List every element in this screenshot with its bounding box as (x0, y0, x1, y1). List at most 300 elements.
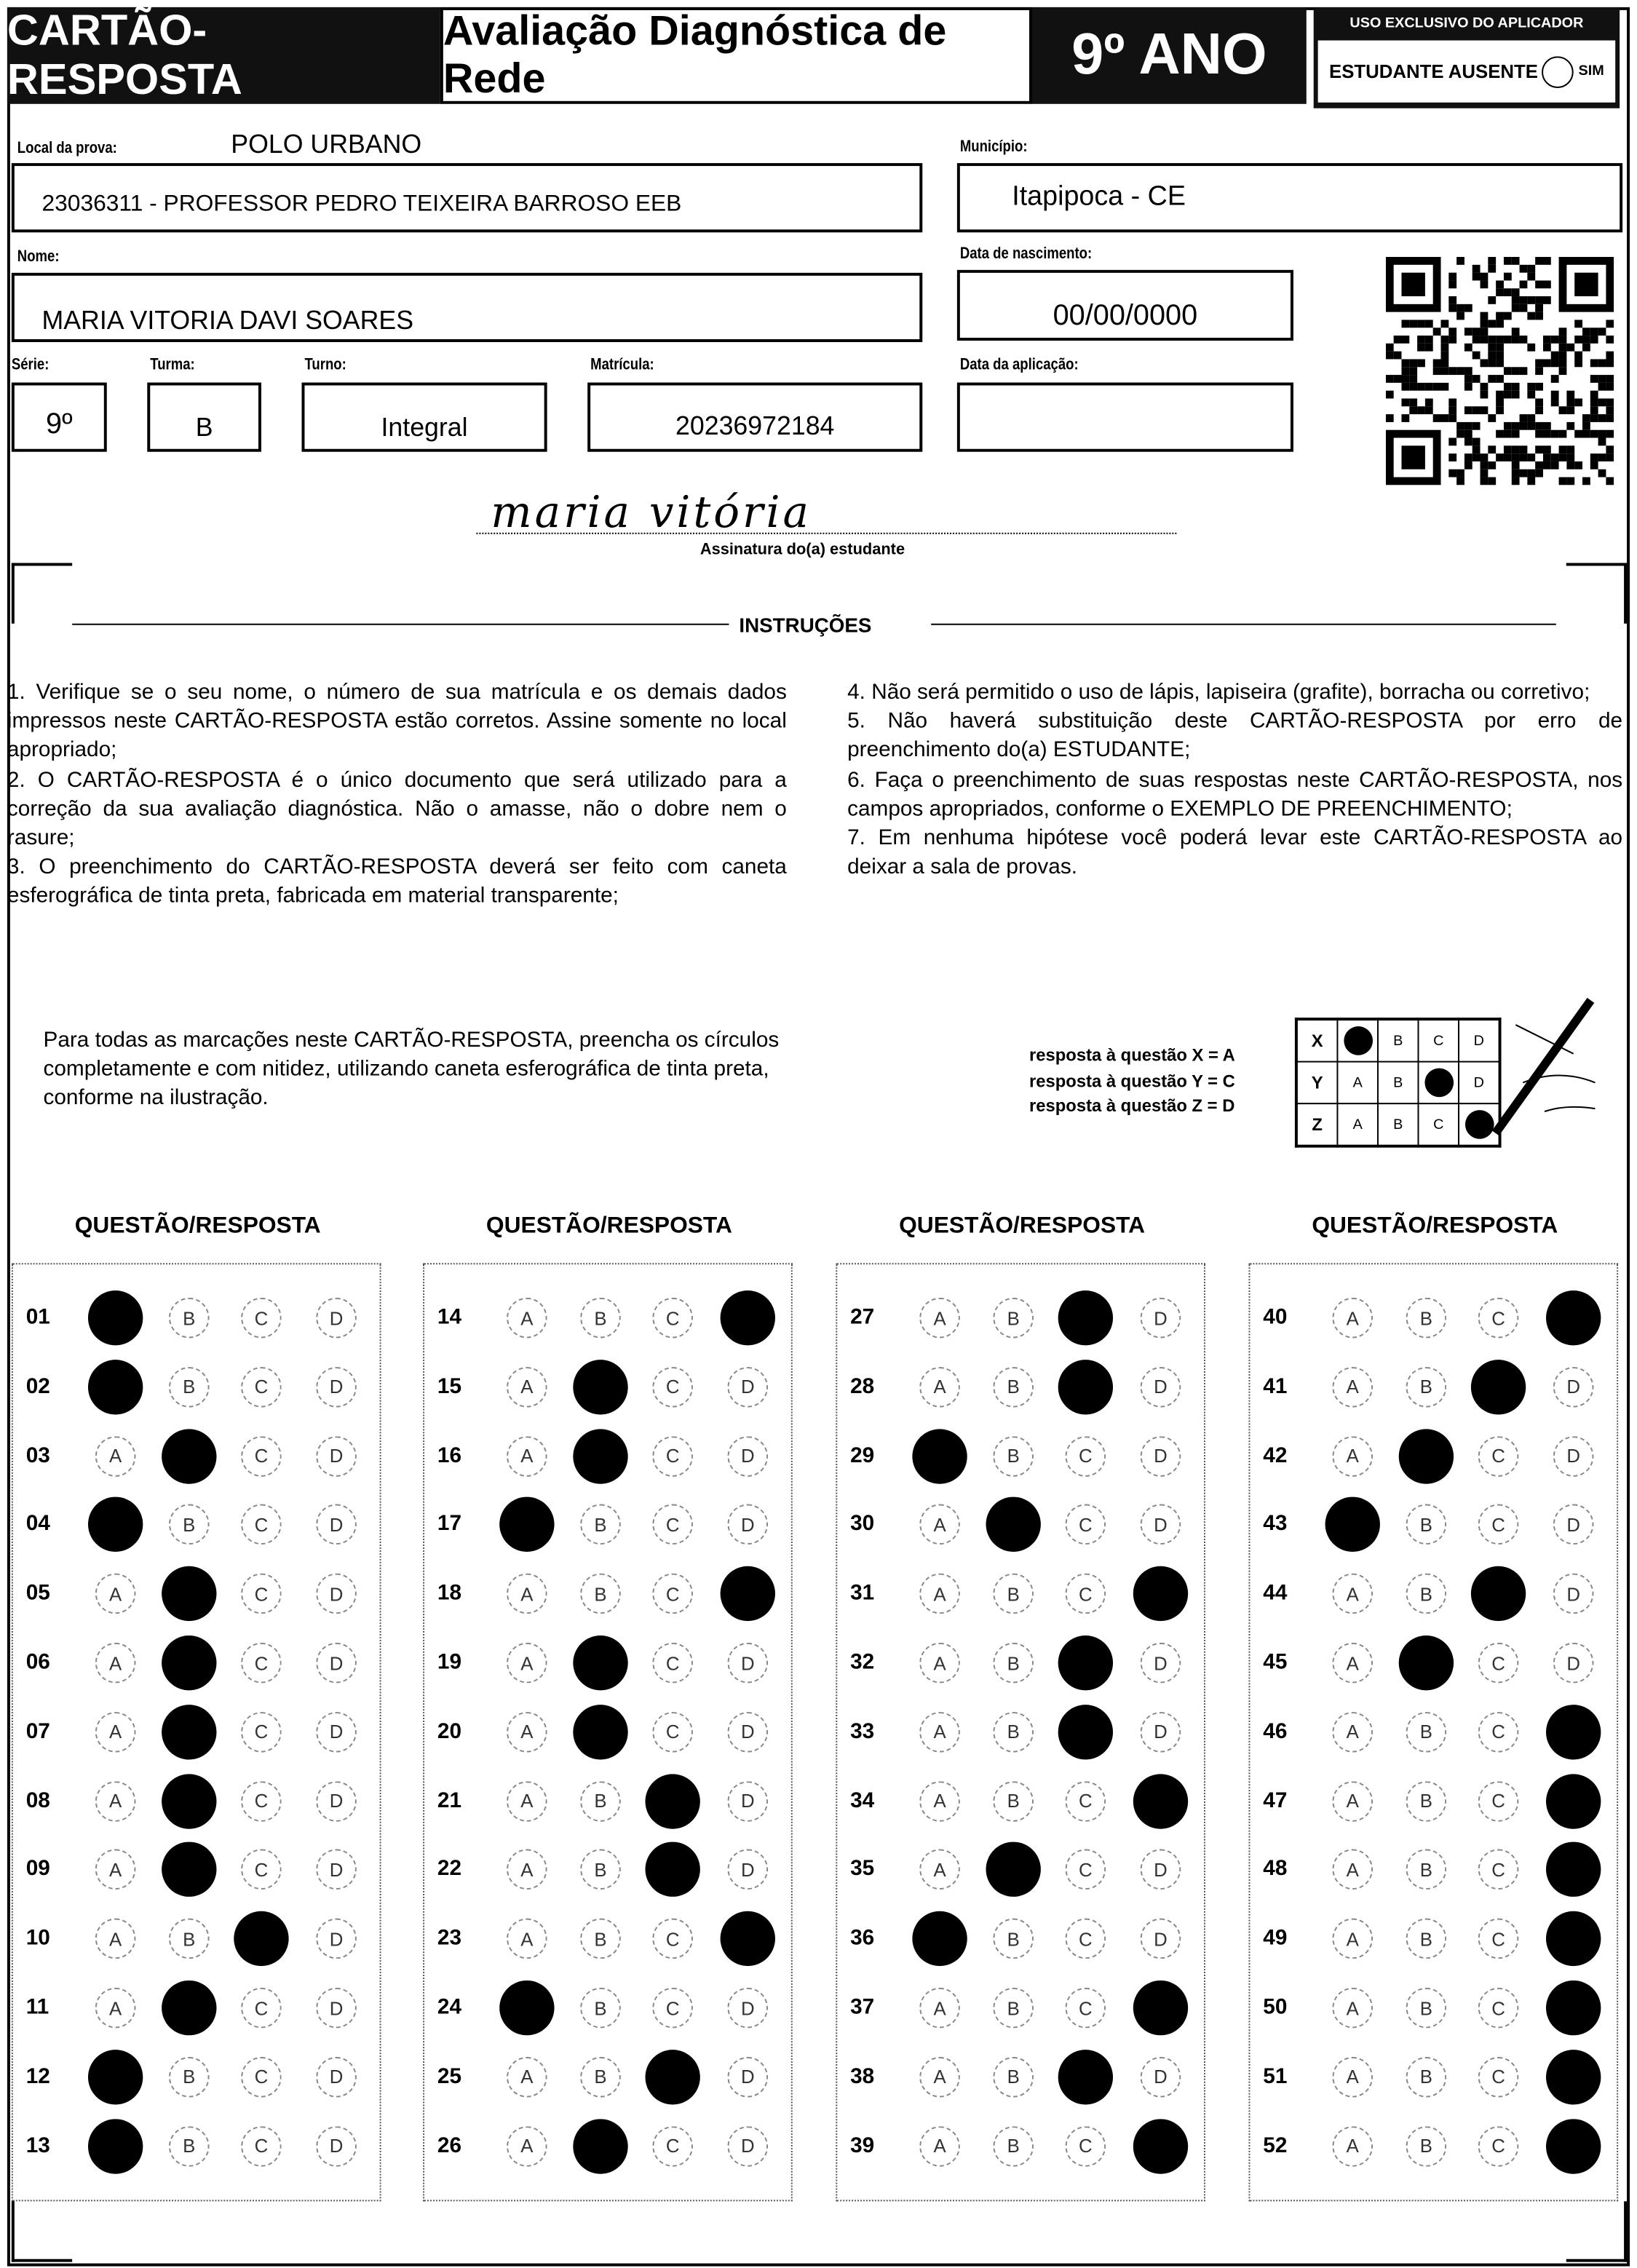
divider (931, 624, 1556, 625)
answer-bubble-c[interactable]: C (1478, 2125, 1519, 2166)
question-row (837, 1496, 1204, 1553)
example-question: Z (1296, 1103, 1338, 1146)
example-option: C (1418, 1019, 1459, 1062)
answer-bubble-c[interactable]: C (652, 1643, 693, 1684)
answer-bubble-b[interactable]: B (580, 1298, 621, 1339)
answer-bubble-b[interactable] (162, 1705, 216, 1759)
answer-bubble-a[interactable]: A (1332, 1712, 1373, 1753)
answer-bubble-c[interactable]: C (241, 1504, 282, 1545)
answer-bubble-b[interactable]: B (169, 1919, 210, 1959)
question-row (424, 1358, 791, 1416)
instruction-1: 1. Verifique se o seu nome, o número de sua matrícula e os demais dados impressos neste CARTÃO-RESPOSTA estão corretos. Assine somente no local apropriado; (7, 680, 787, 763)
question-number: 12 (25, 2063, 50, 2089)
question-row (1250, 1427, 1617, 1485)
question-row (424, 1496, 791, 1553)
answer-bubble-a[interactable]: A (1332, 2057, 1373, 2098)
answer-bubble-a[interactable]: A (919, 1504, 960, 1545)
answer-bubble-c[interactable]: C (1066, 2125, 1106, 2166)
question-number: 44 (1263, 1580, 1288, 1606)
answer-bubble-c[interactable]: C (1066, 1504, 1106, 1545)
answer-bubble-a[interactable]: A (1332, 1919, 1373, 1959)
question-row (13, 1634, 380, 1692)
example-legend (1029, 1044, 1235, 1119)
question-row (1250, 2048, 1617, 2106)
answer-bubble-b[interactable]: B (1406, 1919, 1447, 1959)
question-row (13, 1565, 380, 1622)
question-row (1250, 1772, 1617, 1830)
answer-bubble-d[interactable] (721, 1290, 775, 1345)
answer-bubble-d[interactable]: D (1141, 1298, 1181, 1339)
answer-bubble-a[interactable] (88, 2119, 143, 2173)
example-grid (1295, 1018, 1502, 1147)
answer-bubble-c[interactable]: C (1478, 1504, 1519, 1545)
nome-label: Nome: (17, 248, 60, 266)
answer-bubble-b[interactable] (573, 2119, 627, 2173)
answer-bubble-d[interactable]: D (316, 1504, 357, 1545)
answer-bubble-b[interactable]: B (580, 1504, 621, 1545)
answer-bubble-a[interactable] (88, 1360, 143, 1414)
answer-bubble-a[interactable]: A (95, 1574, 136, 1614)
answer-bubble-a[interactable] (1325, 1497, 1380, 1552)
answer-bubble-a[interactable]: A (507, 2125, 547, 2166)
answer-bubble-c[interactable] (1058, 1290, 1113, 1345)
answer-bubble-c[interactable]: C (241, 1988, 282, 2029)
question-number: 23 (437, 1925, 462, 1951)
answer-bubble-d[interactable] (1133, 1566, 1188, 1621)
example-option: A (1337, 1103, 1378, 1146)
answer-bubble-b[interactable]: B (993, 2125, 1034, 2166)
answer-bubble-d[interactable]: D (1141, 1367, 1181, 1408)
question-number: 33 (850, 1718, 875, 1744)
answer-bubble-c[interactable]: C (1478, 1988, 1519, 2029)
answer-bubble-d[interactable]: D (1553, 1504, 1594, 1545)
example-question: Y (1296, 1062, 1338, 1104)
answer-bubble-a[interactable]: A (507, 1298, 547, 1339)
answer-bubble-b[interactable]: B (1406, 1712, 1447, 1753)
instruction-5: 5. Não haverá substituição deste CARTÃO-RESPOSTA por erro de preenchimento do(a) ESTUDANTE; (847, 709, 1623, 763)
answer-bubble-b[interactable] (162, 1774, 216, 1828)
question-number: 29 (850, 1443, 875, 1468)
answer-bubble-a[interactable]: A (1332, 1367, 1373, 1408)
answer-bubble-d[interactable] (1546, 1290, 1601, 1345)
answer-bubble-a[interactable]: A (507, 1367, 547, 1408)
answer-bubble-a[interactable]: A (507, 1574, 547, 1614)
answer-bubble-c[interactable]: C (1066, 1780, 1106, 1821)
answer-bubble-b[interactable]: B (1406, 1988, 1447, 2029)
answer-bubble-a[interactable] (499, 1497, 554, 1552)
answer-bubble-c[interactable]: C (241, 1574, 282, 1614)
absent-bubble[interactable] (1542, 55, 1574, 87)
answer-bubble-c[interactable]: C (652, 2125, 693, 2166)
question-number: 42 (1263, 1443, 1288, 1468)
answer-bubble-c[interactable]: C (1478, 1849, 1519, 1890)
answer-bubble-a[interactable]: A (919, 2057, 960, 2098)
answer-bubble-b[interactable]: B (169, 2057, 210, 2098)
answer-bubble-a[interactable]: A (1332, 1849, 1373, 1890)
question-number: 37 (850, 1994, 875, 2020)
answer-bubble-d[interactable]: D (316, 1298, 357, 1339)
answer-bubble-a[interactable] (88, 1497, 143, 1552)
answer-bubble-c[interactable]: C (241, 1435, 282, 1476)
example-option: A (1337, 1062, 1378, 1104)
answer-bubble-a[interactable]: A (507, 1643, 547, 1684)
answer-bubble-d[interactable] (1133, 2119, 1188, 2173)
answer-bubble-d[interactable]: D (1141, 2057, 1181, 2098)
question-row (1250, 1703, 1617, 1761)
answer-bubble-c[interactable]: C (241, 1298, 282, 1339)
corner-mark (1566, 563, 1627, 623)
question-row (837, 1565, 1204, 1622)
question-number: 20 (437, 1718, 462, 1744)
answer-bubble-a[interactable] (88, 1290, 143, 1345)
answer-bubble-a[interactable]: A (507, 2057, 547, 2098)
answer-bubble-a[interactable]: A (95, 1643, 136, 1684)
answer-bubble-d[interactable] (1546, 2050, 1601, 2104)
answer-bubble-c[interactable]: C (1066, 1919, 1106, 1959)
answer-bubble-b[interactable] (162, 1842, 216, 1897)
answer-bubble-c[interactable]: C (652, 1919, 693, 1959)
example-option: D (1459, 1019, 1500, 1062)
question-row (424, 1289, 791, 1347)
card-title: CARTÃO-RESPOSTA (7, 7, 440, 104)
answer-bubble-d[interactable]: D (1141, 1919, 1181, 1959)
question-row (837, 1703, 1204, 1761)
question-number: 52 (1263, 2133, 1288, 2158)
question-number: 48 (1263, 1857, 1288, 1882)
question-number: 46 (1263, 1718, 1288, 1744)
question-row (13, 2048, 380, 2106)
answer-bubble-b[interactable] (573, 1635, 627, 1690)
question-row (13, 1358, 380, 1416)
answer-bubble-c[interactable]: C (652, 1504, 693, 1545)
answer-bubble-c[interactable] (1058, 1635, 1113, 1690)
column-header: QUESTÃO/RESPOSTA (899, 1213, 1146, 1239)
answer-bubble-c[interactable]: C (241, 2125, 282, 2166)
answer-bubble-d[interactable] (1546, 1774, 1601, 1828)
example-option: B (1378, 1062, 1419, 1104)
answer-bubble-d[interactable] (1546, 1842, 1601, 1897)
question-number: 32 (850, 1649, 875, 1675)
answer-bubble-c[interactable] (645, 1842, 699, 1897)
question-number: 08 (25, 1788, 50, 1813)
question-column (836, 1263, 1205, 2201)
answer-bubble-d[interactable] (1133, 1774, 1188, 1828)
answer-bubble-d[interactable]: D (1553, 1367, 1594, 1408)
answer-bubble-c[interactable]: C (652, 1574, 693, 1614)
answer-bubble-d[interactable] (1546, 2119, 1601, 2173)
answer-bubble-a[interactable]: A (1332, 1780, 1373, 1821)
answer-bubble-b[interactable]: B (580, 1988, 621, 2029)
answer-bubble-d[interactable]: D (316, 1435, 357, 1476)
answer-bubble-a[interactable]: A (919, 1643, 960, 1684)
divider (72, 624, 729, 625)
answer-bubble-a[interactable]: A (95, 1712, 136, 1753)
answer-bubble-d[interactable]: D (1553, 1643, 1594, 1684)
answer-bubble-c[interactable]: C (652, 1298, 693, 1339)
answer-bubble-c[interactable]: C (1478, 1643, 1519, 1684)
answer-bubble-a[interactable]: A (1332, 2125, 1373, 2166)
answer-bubble-d[interactable]: D (728, 2125, 769, 2166)
answer-bubble-a[interactable]: A (1332, 1298, 1373, 1339)
answer-bubble-a[interactable]: A (1332, 1574, 1373, 1614)
answer-bubble-a[interactable]: A (95, 1919, 136, 1959)
answer-bubble-c[interactable]: C (241, 1849, 282, 1890)
answer-bubble-a[interactable]: A (95, 1780, 136, 1821)
answer-bubble-b[interactable] (162, 1566, 216, 1621)
answer-bubble-b[interactable]: B (993, 1367, 1034, 1408)
answer-bubble-d[interactable]: D (728, 2057, 769, 2098)
answer-bubble-a[interactable] (912, 1429, 967, 1483)
question-number: 36 (850, 1925, 875, 1951)
answer-bubble-b[interactable]: B (993, 1919, 1034, 1959)
question-row (1250, 1358, 1617, 1416)
answer-bubble-b[interactable]: B (1406, 1574, 1447, 1614)
answer-bubble-b[interactable] (986, 1497, 1041, 1552)
column-header: QUESTÃO/RESPOSTA (74, 1213, 321, 1239)
answer-bubble-b[interactable]: B (169, 2125, 210, 2166)
answer-bubble-c[interactable]: C (1066, 1435, 1106, 1476)
answer-bubble-a[interactable]: A (1332, 1643, 1373, 1684)
instructions-right (847, 678, 1622, 882)
answer-bubble-b[interactable]: B (993, 1988, 1034, 2029)
aplicacao-label: Data da aplicação: (959, 356, 1079, 374)
answer-bubble-c[interactable]: C (1478, 1780, 1519, 1821)
matricula-field: 20236972184 (587, 383, 922, 452)
question-number: 39 (850, 2133, 875, 2158)
answer-bubble-b[interactable]: B (169, 1298, 210, 1339)
question-row (424, 1634, 791, 1692)
answer-bubble-a[interactable]: A (919, 1988, 960, 2029)
answer-bubble-d[interactable]: D (728, 1367, 769, 1408)
question-row (13, 1910, 380, 1967)
answer-bubble-b[interactable] (573, 1360, 627, 1414)
answer-bubble-d[interactable]: D (316, 2057, 357, 2098)
answer-bubble-c[interactable]: C (652, 1367, 693, 1408)
answer-bubble-a[interactable] (499, 1980, 554, 2035)
answer-bubble-b[interactable]: B (1406, 1298, 1447, 1339)
question-row (837, 1979, 1204, 2037)
answer-bubble-d[interactable]: D (1141, 1643, 1181, 1684)
answer-bubble-b[interactable] (573, 1429, 627, 1483)
answer-bubble-a[interactable]: A (919, 2125, 960, 2166)
answer-bubble-c[interactable] (645, 1774, 699, 1828)
answer-bubble-d[interactable]: D (316, 1919, 357, 1959)
answer-bubble-d[interactable]: D (1141, 1435, 1181, 1476)
answer-bubble-d[interactable]: D (316, 1574, 357, 1614)
answer-bubble-c[interactable] (1058, 1360, 1113, 1414)
answer-bubble-a[interactable]: A (919, 1780, 960, 1821)
answer-bubble-d[interactable]: D (316, 1988, 357, 2029)
answer-bubble-d[interactable]: D (316, 1643, 357, 1684)
answer-bubble-b[interactable]: B (1406, 1504, 1447, 1545)
answer-bubble-a[interactable]: A (95, 1435, 136, 1476)
answer-bubble-d[interactable]: D (1141, 1849, 1181, 1890)
question-number: 41 (1263, 1373, 1288, 1399)
answer-bubble-c[interactable] (234, 1911, 288, 1966)
answer-bubble-a[interactable]: A (919, 1367, 960, 1408)
answer-bubble-c[interactable]: C (1066, 1849, 1106, 1890)
answer-bubble-a[interactable]: A (507, 1712, 547, 1753)
question-row (424, 1772, 791, 1830)
answer-bubble-d[interactable]: D (728, 1712, 769, 1753)
answer-bubble-c[interactable]: C (1066, 1988, 1106, 2029)
turno-field: Integral (301, 383, 547, 452)
answer-bubble-d[interactable]: D (316, 1780, 357, 1821)
answer-bubble-d[interactable] (1546, 1911, 1601, 1966)
answer-bubble-c[interactable]: C (1478, 2057, 1519, 2098)
corner-mark (1566, 2201, 1627, 2261)
answer-bubble-b[interactable]: B (993, 2057, 1034, 2098)
answer-bubble-b[interactable]: B (993, 1298, 1034, 1339)
answer-bubble-b[interactable] (1399, 1429, 1454, 1483)
question-number: 43 (1263, 1512, 1288, 1537)
question-number: 38 (850, 2063, 875, 2089)
answer-bubble-c[interactable]: C (241, 1712, 282, 1753)
answer-bubble-b[interactable]: B (580, 1919, 621, 1959)
answer-bubble-b[interactable]: B (169, 1367, 210, 1408)
answer-bubble-a[interactable]: A (95, 1849, 136, 1890)
answer-bubble-d[interactable] (1546, 1980, 1601, 2035)
answer-bubble-c[interactable]: C (241, 1780, 282, 1821)
answer-bubble-d[interactable]: D (1141, 1504, 1181, 1545)
answer-bubble-d[interactable]: D (728, 1849, 769, 1890)
answer-bubble-a[interactable]: A (919, 1298, 960, 1339)
example-option: B (1378, 1103, 1419, 1146)
answer-bubble-b[interactable] (986, 1842, 1041, 1897)
answer-bubble-c[interactable]: C (1066, 1574, 1106, 1614)
answer-bubble-d[interactable] (1133, 1980, 1188, 2035)
answer-bubble-b[interactable] (573, 1705, 627, 1759)
answer-bubble-b[interactable]: B (1406, 2125, 1447, 2166)
answer-bubble-d[interactable]: D (728, 1643, 769, 1684)
instruction-6: 6. Faça o preenchimento de suas respostas neste CARTÃO-RESPOSTA, nos campos apropriados, conforme o EXEMPLO DE PREENCHIMENTO; (847, 767, 1623, 822)
question-number: 47 (1263, 1788, 1288, 1813)
answer-bubble-b[interactable]: B (993, 1574, 1034, 1614)
answer-bubble-b[interactable]: B (580, 1780, 621, 1821)
question-number: 26 (437, 2133, 462, 2158)
municipio-label: Município: (959, 138, 1028, 156)
answer-bubble-b[interactable]: B (1406, 2057, 1447, 2098)
answer-bubble-a[interactable]: A (1332, 1435, 1373, 1476)
question-number: 28 (850, 1373, 875, 1399)
answer-bubble-d[interactable]: D (316, 1712, 357, 1753)
answer-bubble-a[interactable]: A (507, 1849, 547, 1890)
answer-bubble-b[interactable] (162, 1980, 216, 2035)
question-row (13, 1496, 380, 1553)
answer-bubble-b[interactable]: B (993, 1712, 1034, 1753)
answer-bubble-c[interactable] (1058, 2050, 1113, 2104)
answer-bubble-b[interactable]: B (169, 1504, 210, 1545)
answer-bubble-a[interactable]: A (95, 1988, 136, 2029)
answer-bubble-a[interactable]: A (919, 1849, 960, 1890)
question-number: 40 (1263, 1304, 1288, 1330)
answer-bubble-d[interactable]: D (1141, 1712, 1181, 1753)
answer-bubble-c[interactable]: C (1478, 1712, 1519, 1753)
answer-bubble-a[interactable] (88, 2050, 143, 2104)
answer-bubble-d[interactable]: D (316, 1367, 357, 1408)
answer-bubble-d[interactable]: D (728, 1780, 769, 1821)
answer-bubble-c[interactable] (645, 2050, 699, 2104)
answer-bubble-b[interactable]: B (580, 2057, 621, 2098)
answer-bubble-b[interactable]: B (580, 1574, 621, 1614)
answer-bubble-c[interactable]: C (1478, 1298, 1519, 1339)
answer-bubble-d[interactable] (721, 1911, 775, 1966)
serie-field: 9º (12, 383, 107, 452)
question-row (424, 2117, 791, 2175)
answer-bubble-d[interactable] (721, 1566, 775, 1621)
question-row (1250, 1841, 1617, 1898)
answer-bubble-d[interactable] (1546, 1705, 1601, 1759)
question-row (837, 1358, 1204, 1416)
answer-bubble-c[interactable]: C (1478, 1435, 1519, 1476)
answer-bubble-b[interactable]: B (1406, 1849, 1447, 1890)
question-number: 14 (437, 1304, 462, 1330)
example-line: resposta à questão X = A (1029, 1044, 1235, 1066)
answer-bubble-b[interactable]: B (993, 1780, 1034, 1821)
example-option: D (1459, 1062, 1500, 1104)
answer-bubble-d[interactable]: D (316, 1849, 357, 1890)
answer-bubble-c[interactable]: C (652, 1988, 693, 2029)
absent-option: SIM (1578, 63, 1604, 80)
answer-bubble-d[interactable]: D (1553, 1435, 1594, 1476)
aplicacao-field[interactable] (957, 383, 1293, 452)
answer-bubble-b[interactable]: B (993, 1435, 1034, 1476)
question-number: 34 (850, 1788, 875, 1813)
answer-bubble-b[interactable] (1399, 1635, 1454, 1690)
answer-bubble-c[interactable]: C (241, 1367, 282, 1408)
example-option: B (1378, 1019, 1419, 1062)
example-line: resposta à questão Z = D (1029, 1095, 1235, 1117)
answer-bubble-c[interactable]: C (652, 1712, 693, 1753)
question-number: 35 (850, 1857, 875, 1882)
answer-bubble-d[interactable]: D (728, 1435, 769, 1476)
answer-bubble-d[interactable]: D (316, 2125, 357, 2166)
answer-bubble-b[interactable] (162, 1429, 216, 1483)
instruction-2: 2. O CARTÃO-RESPOSTA é o único documento que será utilizado para a correção da sua avaliação diagnóstica. Não o amasse, não o dobre nem o rasure; (7, 767, 787, 851)
answer-bubble-c[interactable]: C (241, 1643, 282, 1684)
question-number: 30 (850, 1512, 875, 1537)
answer-bubble-c[interactable] (1058, 1705, 1113, 1759)
answer-bubble-a[interactable]: A (507, 1919, 547, 1959)
answer-bubble-b[interactable] (162, 1635, 216, 1690)
answer-bubble-c[interactable] (1471, 1360, 1526, 1414)
example-option: C (1418, 1103, 1459, 1146)
answer-bubble-b[interactable]: B (1406, 1780, 1447, 1821)
answer-bubble-d[interactable]: D (728, 1504, 769, 1545)
answer-bubble-d[interactable]: D (728, 1988, 769, 2029)
question-number: 19 (437, 1649, 462, 1675)
answer-bubble-a[interactable]: A (507, 1780, 547, 1821)
example-filled-bubble (1337, 1019, 1378, 1062)
answer-bubble-c[interactable]: C (241, 2057, 282, 2098)
answer-bubble-b[interactable]: B (993, 1643, 1034, 1684)
answer-bubble-b[interactable]: B (580, 1849, 621, 1890)
answer-bubble-d[interactable]: D (1553, 1574, 1594, 1614)
answer-bubble-a[interactable]: A (507, 1435, 547, 1476)
school-field: 23036311 - PROFESSOR PEDRO TEIXEIRA BARROSO EEB (12, 163, 922, 232)
answer-bubble-c[interactable] (1471, 1566, 1526, 1621)
answer-bubble-c[interactable]: C (652, 1435, 693, 1476)
answer-bubble-a[interactable]: A (1332, 1988, 1373, 2029)
question-row (13, 1772, 380, 1830)
answer-bubble-a[interactable] (912, 1911, 967, 1966)
answer-bubble-c[interactable]: C (1478, 1919, 1519, 1959)
answer-bubble-a[interactable]: A (919, 1574, 960, 1614)
pen-hand-icon (1487, 996, 1603, 1154)
answer-bubble-b[interactable]: B (1406, 1367, 1447, 1408)
answer-bubble-a[interactable]: A (919, 1712, 960, 1753)
signature-label: Assinatura do(a) estudante (699, 541, 905, 559)
